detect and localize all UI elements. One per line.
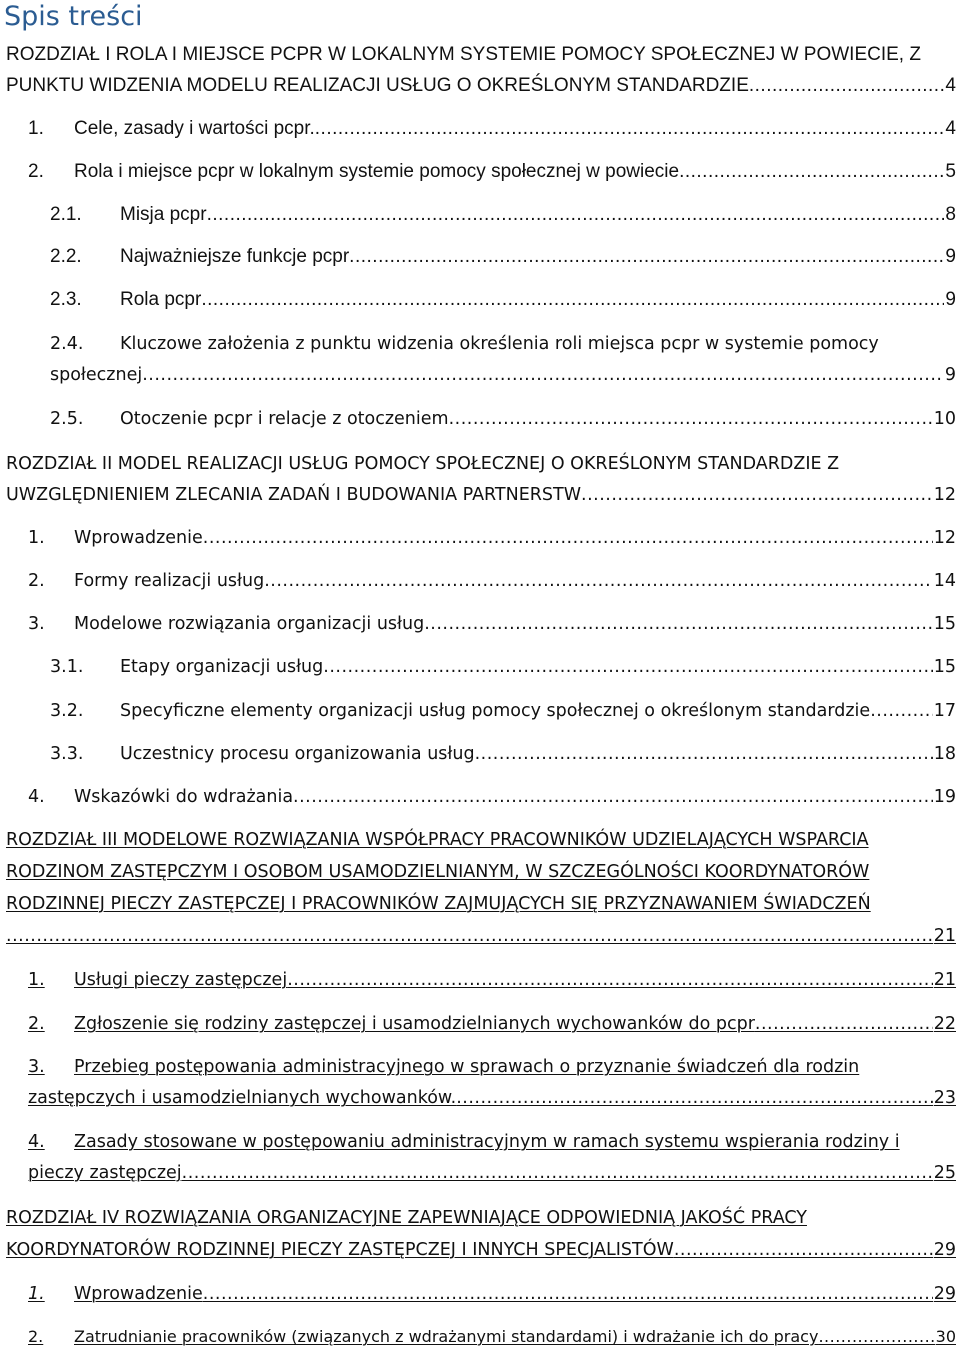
toc-entry-line[interactable] [6, 41, 956, 69]
toc-entry-line[interactable] [28, 610, 956, 638]
toc-entry-line[interactable] [6, 481, 956, 509]
toc-entry-number: 1. [28, 970, 45, 990]
toc-page-number: 5 [945, 161, 956, 182]
toc-entry-line[interactable] [28, 115, 956, 143]
toc-page-number: 4 [945, 118, 956, 139]
toc-entry-line[interactable] [6, 1236, 956, 1264]
toc-page-number: 14 [933, 571, 956, 591]
dot-leader [755, 1010, 933, 1038]
toc-page-number: 4 [945, 75, 956, 96]
toc-entry-title: Specyficzne elementy organizacji usług pomocy społecznej o określonym standardzie [120, 701, 871, 721]
toc-entry-line[interactable] [6, 450, 956, 478]
toc-entry-line[interactable] [28, 1084, 956, 1112]
toc-entry-title: KOORDYNATORÓW RODZINNEJ PIECZY ZASTĘPCZEJ I INNYCH SPECJALISTÓW [6, 1240, 674, 1260]
toc-entry-number: 2.3. [50, 289, 82, 310]
toc-entry-number: 3. [28, 614, 45, 634]
toc-entry-title: Wprowadzenie [74, 528, 203, 548]
toc-page-number: 19 [933, 787, 956, 807]
toc-entry-title: ROZDZIAŁ II MODEL REALIZACJI USŁUG POMOCY SPOŁECZNEJ O OKREŚLONYM STANDARDZIE Z [6, 454, 840, 474]
toc-entry-line[interactable] [28, 1280, 956, 1308]
toc-page-number: 15 [933, 657, 956, 677]
toc-entry-title: Rola pcpr [120, 289, 202, 310]
toc-page-number: 15 [933, 614, 956, 634]
dot-leader [315, 115, 945, 143]
toc-entry-title: Rola i miejsce pcpr w lokalnym systemie pomocy społecznej w powiecie [74, 161, 680, 182]
dot-leader [293, 783, 933, 811]
dot-leader [349, 243, 944, 271]
dot-leader [6, 922, 933, 950]
toc-entry-title: RODZINOM ZASTĘPCZYM I OSOBOM USAMODZIELNIANYM, W SZCZEGÓLNOŚCI KOORDYNATORÓW [6, 862, 870, 882]
toc-entry-number: 2. [28, 1327, 44, 1346]
toc-page-number: 10 [933, 409, 956, 429]
toc-entry-number: 4. [28, 787, 45, 807]
dot-leader [456, 1084, 933, 1112]
toc-entry-line[interactable] [50, 330, 956, 358]
toc-entry-line[interactable] [28, 524, 956, 552]
dot-leader [203, 1280, 933, 1308]
dot-leader [287, 966, 933, 994]
dot-leader [449, 405, 933, 433]
toc-entry-title: ROZDZIAŁ I ROLA I MIEJSCE PCPR W LOKALNYM SYSTEMIE POMOCY SPOŁECZNEJ W POWIECIE, Z [6, 44, 921, 65]
toc-entry-line[interactable] [50, 697, 956, 725]
toc-entry-title: pieczy zastępczej [28, 1163, 182, 1183]
toc-page-number: 29 [933, 1284, 956, 1304]
toc-entry-line[interactable] [28, 966, 956, 994]
toc-entry-line[interactable] [28, 783, 956, 811]
toc-entry-line[interactable] [28, 1159, 956, 1187]
dot-leader [818, 1323, 934, 1351]
dot-leader [264, 567, 932, 595]
toc-page-number: 9 [944, 365, 956, 385]
toc-entry-number: 2.2. [50, 246, 82, 267]
toc-entry-title: Formy realizacji usług [74, 571, 265, 591]
toc-entry-line[interactable] [28, 1010, 956, 1038]
toc-entry-number: 3.3. [50, 744, 84, 764]
toc-page-number: 23 [933, 1088, 956, 1108]
toc-page-number: 22 [933, 1014, 956, 1034]
toc-page-number: 12 [933, 528, 956, 548]
toc-heading: Spis treści [4, 1, 143, 32]
toc-entry-line[interactable] [50, 361, 956, 389]
toc-entry-title: Otoczenie pcpr i relacje z otoczeniem [120, 409, 449, 429]
toc-page-number: 25 [933, 1163, 956, 1183]
toc-entry-title: Najważniejsze funkcje pcpr [120, 246, 350, 267]
toc-entry-line[interactable] [28, 567, 956, 595]
toc-entry-line[interactable] [6, 922, 956, 950]
toc-entry-number: 2. [28, 161, 44, 182]
toc-entry-number: 3.1. [50, 657, 84, 677]
toc-page-number: 21 [933, 970, 956, 990]
toc-entry-line[interactable] [6, 858, 956, 886]
dot-leader [203, 524, 933, 552]
toc-entry-title: ROZDZIAŁ III MODELOWE ROZWIĄZANIA WSPÓŁPRACY PRACOWNIKÓW UDZIELAJĄCYCH WSPARCIA [6, 830, 869, 850]
toc-entry-title: Etapy organizacji usług [120, 657, 324, 677]
toc-page-number: 18 [933, 744, 956, 764]
toc-entry-title: RODZINNEJ PIECZY ZASTĘPCZEJ I PRACOWNIKÓW ZAJMUJĄCYCH SIĘ PRZYZNAWANIEM ŚWIADCZEŃ [6, 894, 871, 914]
toc-entry-number: 4. [28, 1132, 45, 1152]
toc-entry-title: Cele, zasady i wartości pcpr. [74, 118, 315, 139]
dot-leader [674, 1236, 933, 1264]
dot-leader [870, 697, 933, 725]
toc-entry-title: Kluczowe założenia z punktu widzenia określenia roli miejsca pcpr w systemie pomocy [120, 334, 879, 354]
toc-page-number: 17 [933, 701, 956, 721]
dot-leader [201, 286, 944, 314]
toc-entry-title: UWZGLĘDNIENIEM ZLECANIA ZADAŃ I BUDOWANIA PARTNERSTW [6, 485, 582, 505]
toc-entry-line[interactable] [28, 158, 956, 186]
toc-entry-title: zastępczych i usamodzielnianych wychowanków. [28, 1088, 457, 1108]
dot-leader [749, 72, 945, 100]
toc-page-number: 21 [933, 926, 956, 946]
toc-entry-number: 2. [28, 571, 45, 591]
toc-entry-title: Przebieg postępowania administracyjnego w sprawach o przyznanie świadczeń dla rodzin [74, 1057, 860, 1077]
toc-entry-number: 2.5. [50, 409, 84, 429]
toc-entry-line[interactable] [28, 1053, 956, 1081]
toc-page-number: 9 [945, 246, 956, 267]
toc-entry-title: Uczestnicy procesu organizowania usług [120, 744, 475, 764]
toc-entry-number: 2. [28, 1014, 45, 1034]
toc-entry-line[interactable] [6, 72, 956, 100]
dot-leader [142, 361, 944, 389]
dot-leader [182, 1159, 933, 1187]
toc-entry-line[interactable] [50, 653, 956, 681]
toc-page-number: 30 [935, 1327, 956, 1346]
dot-leader [424, 610, 932, 638]
toc-page-number: 8 [945, 204, 956, 225]
toc-entry-line[interactable] [50, 286, 956, 314]
toc-entry-line[interactable] [50, 243, 956, 271]
toc-entry-title: Usługi pieczy zastępczej [74, 970, 288, 990]
dot-leader [323, 653, 932, 681]
toc-entry-line[interactable] [6, 890, 956, 918]
toc-entry-title: ROZDZIAŁ IV ROZWIĄZANIA ORGANIZACYJNE ZAPEWNIAJĄCE ODPOWIEDNIĄ JAKOŚĆ PRACY [6, 1208, 807, 1228]
toc-page-number: 9 [945, 289, 956, 310]
toc-entry-number: 1. [28, 1284, 45, 1304]
toc-entry-line[interactable] [6, 826, 956, 854]
toc-entry-line[interactable] [28, 1128, 956, 1156]
toc-entry-title: Zasady stosowane w postępowaniu administracyjnym w ramach systemu wspierania rodziny i [74, 1132, 900, 1152]
toc-entry-title: Zgłoszenie się rodziny zastępczej i usamodzielnianych wychowanków do pcpr [74, 1014, 755, 1034]
toc-page-number: 29 [933, 1240, 956, 1260]
toc-entry-line[interactable] [50, 201, 956, 229]
toc-entry-number: 2.4. [50, 334, 84, 354]
toc-entry-title: Misja pcpr [120, 204, 207, 225]
dot-leader [475, 740, 933, 768]
dot-leader [207, 201, 945, 229]
toc-entry-number: 1. [28, 528, 45, 548]
toc-entry-number: 3. [28, 1057, 45, 1077]
toc-entry-line[interactable] [50, 740, 956, 768]
toc-entry-line[interactable] [28, 1323, 956, 1351]
toc-entry-number: 3.2. [50, 701, 84, 721]
toc-entry-title: Modelowe rozwiązania organizacji usług [74, 614, 425, 634]
toc-entry-title: Wskazówki do wdrażania [74, 787, 294, 807]
toc-entry-line[interactable] [6, 1204, 956, 1232]
toc-entry-title: Zatrudnianie pracowników (związanych z wdrażanymi standardami) i wdrażanie ich do pracy [74, 1327, 819, 1346]
dot-leader [581, 481, 933, 509]
toc-entry-number: 2.1. [50, 204, 82, 225]
dot-leader [679, 158, 944, 186]
toc-entry-number: 1. [28, 118, 44, 139]
toc-entry-title: Wprowadzenie [74, 1284, 203, 1304]
toc-entry-title: społecznej [50, 365, 143, 385]
toc-page-number: 12 [933, 485, 956, 505]
toc-entry-title: PUNKTU WIDZENIA MODELU REALIZACJI USŁUG O OKREŚLONYM STANDARDZIE [6, 75, 749, 96]
toc-entry-line[interactable] [50, 405, 956, 433]
